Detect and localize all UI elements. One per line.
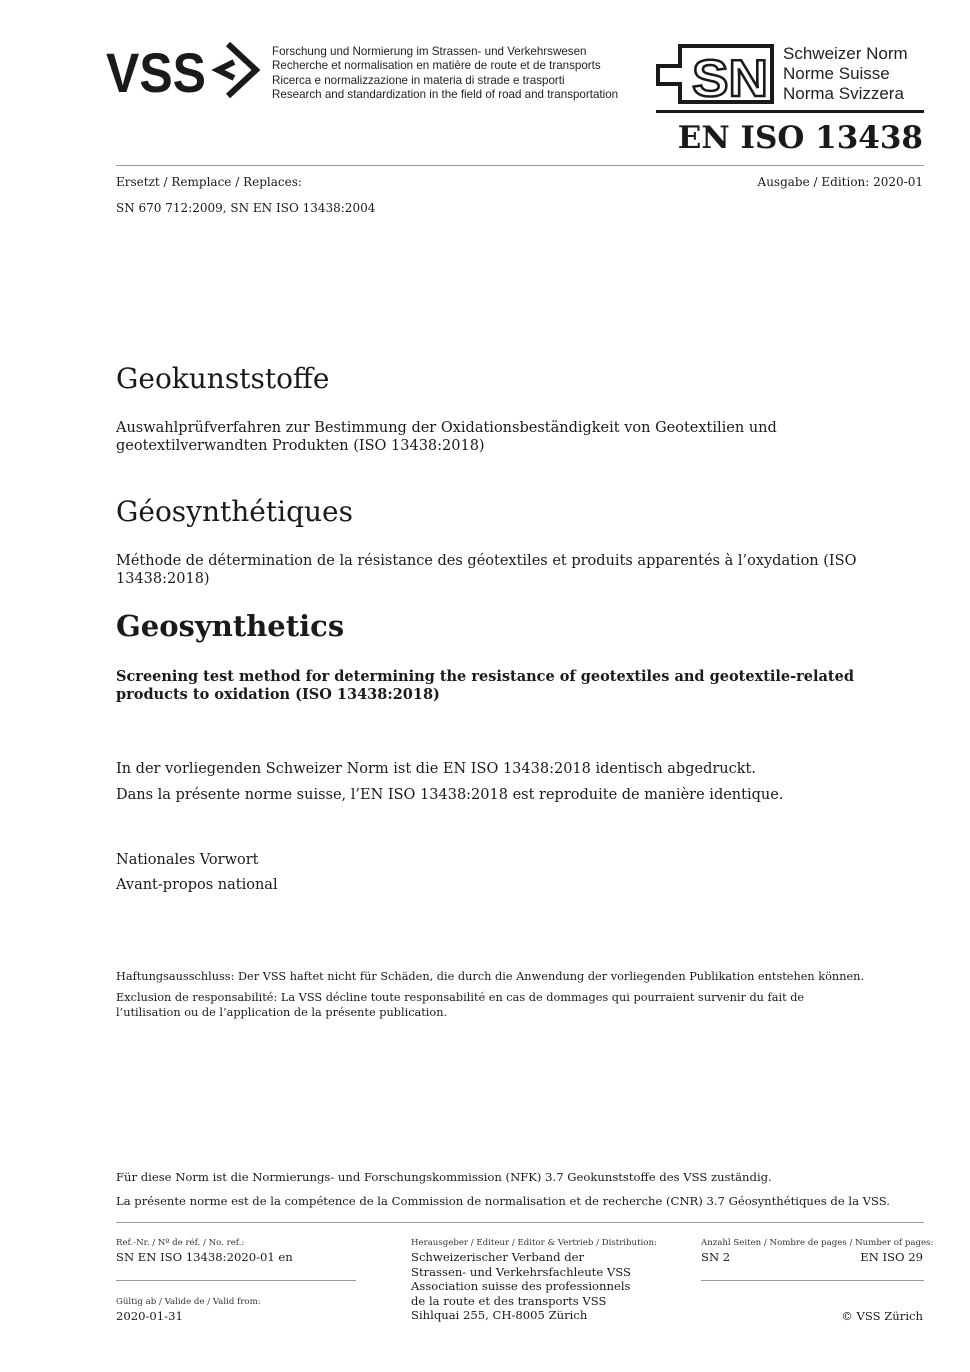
subtitle-english: Screening test method for determining the resistance of geotextiles and geotextile-related products to oxidation (ISO 13438:2018) xyxy=(116,668,854,703)
subtitle-french: Méthode de détermination de la résistance des géotextiles et produits apparentés à l’oxydation (ISO 13438:2018) xyxy=(116,553,857,587)
pages-sn-count: SN 2 xyxy=(701,1250,731,1264)
sn-line-fr: Norme Suisse xyxy=(783,64,890,83)
publisher-line: Association suisse des professionnels xyxy=(411,1279,631,1293)
identical-note-german: In der vorliegenden Schweizer Norm ist die EN ISO 13438:2018 identisch abgedruckt. xyxy=(116,761,756,777)
copyright: © VSS Zürich xyxy=(841,1309,923,1323)
footer-right-divider xyxy=(701,1280,924,1281)
national-foreword-french: Avant-propos national xyxy=(116,877,278,893)
replaces-list: SN 670 712:2009, SN EN ISO 13438:2004 xyxy=(116,201,376,215)
title-german: Geokunststoffe xyxy=(116,362,330,395)
vss-line-fr: Recherche et normalisation en matière de route et de transports xyxy=(272,59,601,73)
sn-logo-text: SN xyxy=(692,50,768,108)
sn-line-it: Norma Svizzera xyxy=(783,84,904,103)
reference-label: Ref.-Nr. / Nº de réf. / No. ref.: xyxy=(116,1238,245,1248)
disclaimer-german: Haftungsausschluss: Der VSS haftet nicht für Schäden, die durch die Anwendung der vorliegenden Publikation entstehen können. xyxy=(116,970,865,983)
footer-divider xyxy=(116,1222,924,1223)
responsibility-french: La présente norme est de la compétence de la Commission de normalisation et de recherche (CNR) 3.7 Géosynthétiques de la VSS. xyxy=(116,1194,890,1208)
publisher-line: Sihlquai 255, CH-8005 Zürich xyxy=(411,1308,588,1322)
vss-line-de: Forschung und Normierung im Strassen- und Verkehrswesen xyxy=(272,45,587,58)
sn-norm-names xyxy=(783,44,908,104)
valid-from-label: Gültig ab / Valide de / Valid from: xyxy=(116,1297,261,1307)
header-divider xyxy=(116,165,924,166)
vss-line-en: Research and standardization in the field of road and transportation xyxy=(272,88,619,102)
edition-date: Ausgabe / Edition: 2020-01 xyxy=(757,175,923,189)
national-foreword-german: Nationales Vorwort xyxy=(116,852,259,868)
vss-description xyxy=(272,45,618,103)
pages-label: Anzahl Seiten / Nombre de pages / Number of pages: xyxy=(701,1238,934,1248)
vss-logo xyxy=(106,40,264,100)
sn-logo xyxy=(656,44,776,112)
pages-en-count: EN ISO 29 xyxy=(860,1250,923,1264)
publisher-address xyxy=(411,1250,631,1323)
sn-underline xyxy=(656,110,924,113)
responsibility-german: Für diese Norm ist die Normierungs- und Forschungskommission (NFK) 3.7 Geokunststoffe des VSS zuständig. xyxy=(116,1170,772,1184)
sn-line-de: Schweizer Norm xyxy=(783,44,908,63)
subtitle-german: Auswahlprüfverfahren zur Bestimmung der Oxidationsbeständigkeit von Geotextilien und geotextilverwandten Produkten (ISO 13438:2018) xyxy=(116,420,777,454)
publisher-label: Herausgeber / Editeur / Editor & Vertrieb / Distribution: xyxy=(411,1238,657,1248)
standard-number: EN ISO 13438 xyxy=(677,120,923,156)
title-french: Géosynthétiques xyxy=(116,495,353,528)
disclaimer-french: Exclusion de responsabilité: La VSS décline toute responsabilité en cas de dommages qui pourraient survenir du fait de l’utilisation ou de l’application de la présente publication. xyxy=(116,991,805,1019)
publisher-line: Strassen- und Verkehrsfachleute VSS xyxy=(411,1264,631,1279)
publisher-line: Schweizerischer Verband der xyxy=(411,1250,585,1264)
reference-value: SN EN ISO 13438:2020-01 en xyxy=(116,1250,293,1264)
identical-note-french: Dans la présente norme suisse, l’EN ISO 13438:2018 est reproduite de manière identique. xyxy=(116,787,784,803)
footer-left-divider xyxy=(116,1280,356,1281)
title-english: Geosynthetics xyxy=(116,609,345,643)
valid-from-value: 2020-01-31 xyxy=(116,1309,183,1323)
vss-logo-text: VSS xyxy=(106,41,206,100)
replaces-label: Ersetzt / Remplace / Replaces: xyxy=(116,175,302,189)
vss-line-it: Ricerca e normalizzazione in materia di strade e trasporti xyxy=(272,73,565,87)
publisher-line: de la route et des transports VSS xyxy=(411,1293,607,1308)
